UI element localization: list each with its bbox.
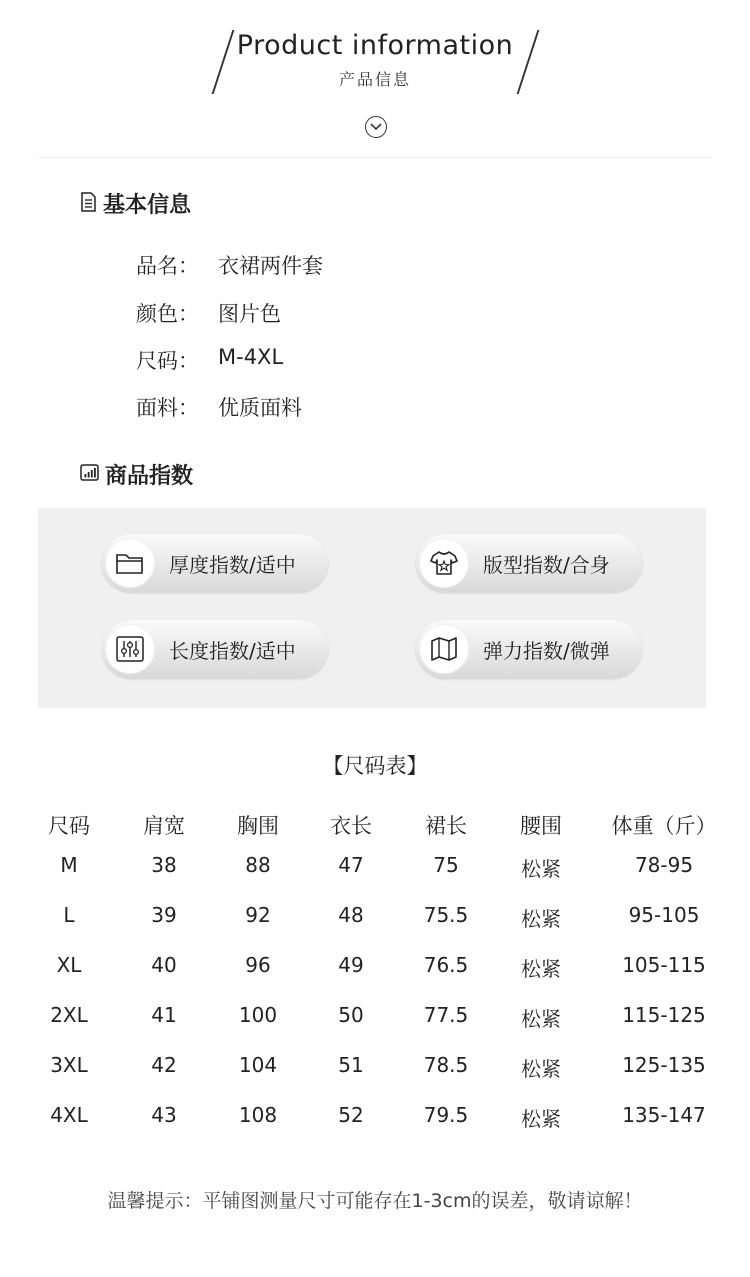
info-value: 衣裙两件套 (218, 254, 323, 278)
table-header-cell: 裙长 (425, 814, 467, 838)
table-cell: 78-95 (634, 853, 694, 877)
table-cell: 100 (238, 1003, 278, 1027)
index-label: 厚度指数/适中 (169, 552, 296, 577)
basic-info-heading (80, 188, 191, 219)
table-cell: 3XL (50, 1053, 88, 1077)
table-cell: 松紧 (521, 857, 561, 881)
table-cell: 125-135 (622, 1053, 706, 1077)
info-key: 面料： (136, 396, 199, 420)
info-key: 颜色： (136, 302, 199, 326)
table-cell: 77.5 (423, 1003, 469, 1027)
divider (38, 157, 712, 158)
table-cell: 38 (151, 853, 177, 877)
map-icon (419, 624, 469, 674)
signal-bars-icon (80, 464, 99, 485)
index-panel (38, 508, 706, 708)
size-table-title: 【尺码表】 (322, 754, 428, 778)
table-cell: 75 (433, 853, 459, 877)
info-row (136, 345, 283, 375)
info-value: 优质面料 (218, 396, 302, 420)
measurement-tip: 温馨提示：平铺图测量尺寸可能存在1-3cm的误差，敬请谅解！ (107, 1190, 643, 1212)
page-subtitle: 产品信息 (338, 70, 411, 89)
index-label: 版型指数/合身 (483, 552, 610, 577)
sliders-icon (105, 624, 155, 674)
info-row (136, 392, 302, 422)
product-index-heading (80, 459, 193, 490)
table-cell: 92 (245, 903, 271, 927)
table-header-cell: 腰围 (520, 814, 562, 838)
table-cell: 松紧 (521, 1007, 561, 1031)
table-cell: 松紧 (521, 957, 561, 981)
table-cell: M (60, 853, 78, 877)
thickness-index-pill (102, 534, 328, 592)
table-cell: 40 (151, 953, 177, 977)
table-header-cell: 尺码 (48, 814, 90, 838)
info-row (136, 298, 281, 328)
table-cell: 39 (151, 903, 177, 927)
table-cell: 4XL (50, 1103, 88, 1127)
table-cell: L (63, 903, 75, 927)
table-cell: 115-125 (622, 1003, 706, 1027)
table-cell: 88 (245, 853, 271, 877)
table-header-cell: 肩宽 (143, 814, 185, 838)
tshirt-icon (419, 538, 469, 588)
table-cell: 78.5 (423, 1053, 469, 1077)
table-header-cell: 体重（斤） (611, 814, 717, 838)
table-cell: 50 (338, 1003, 364, 1027)
section-title: 商品指数 (105, 464, 194, 489)
table-cell: 松紧 (521, 907, 561, 931)
table-cell: XL (56, 953, 82, 977)
table-cell: 49 (338, 953, 364, 977)
table-cell: 2XL (50, 1003, 88, 1027)
info-row (136, 250, 323, 280)
index-label: 弹力指数/微弹 (483, 638, 610, 663)
table-cell: 47 (338, 853, 364, 877)
info-value: 图片色 (218, 302, 281, 326)
fit-index-pill (416, 534, 642, 592)
table-cell: 79.5 (423, 1103, 469, 1127)
table-cell: 75.5 (423, 903, 469, 927)
info-key: 品名： (136, 254, 199, 278)
table-cell: 48 (338, 903, 364, 927)
index-label: 长度指数/适中 (169, 638, 296, 663)
page-title: Product information (236, 30, 514, 61)
table-cell: 95-105 (628, 903, 700, 927)
table-cell: 96 (245, 953, 271, 977)
table-header-cell: 衣长 (330, 814, 372, 838)
table-cell: 108 (238, 1103, 278, 1127)
length-index-pill (102, 620, 328, 678)
elasticity-index-pill (416, 620, 642, 678)
table-cell: 52 (338, 1103, 364, 1127)
section-title: 基本信息 (103, 193, 192, 218)
info-key: 尺码： (136, 349, 199, 373)
table-cell: 43 (151, 1103, 177, 1127)
document-icon (80, 192, 97, 216)
table-cell: 104 (238, 1053, 278, 1077)
table-cell: 松紧 (521, 1057, 561, 1081)
info-value: M-4XL (218, 345, 284, 369)
folder-icon (105, 538, 155, 588)
table-cell: 51 (338, 1053, 364, 1077)
table-cell: 42 (151, 1053, 177, 1077)
table-cell: 76.5 (423, 953, 469, 977)
table-cell: 105-115 (622, 953, 706, 977)
table-cell: 41 (151, 1003, 177, 1027)
table-header-cell: 胸围 (237, 814, 279, 838)
chevron-down-icon (365, 116, 387, 138)
table-cell: 松紧 (521, 1107, 561, 1131)
table-cell: 135-147 (622, 1103, 706, 1127)
